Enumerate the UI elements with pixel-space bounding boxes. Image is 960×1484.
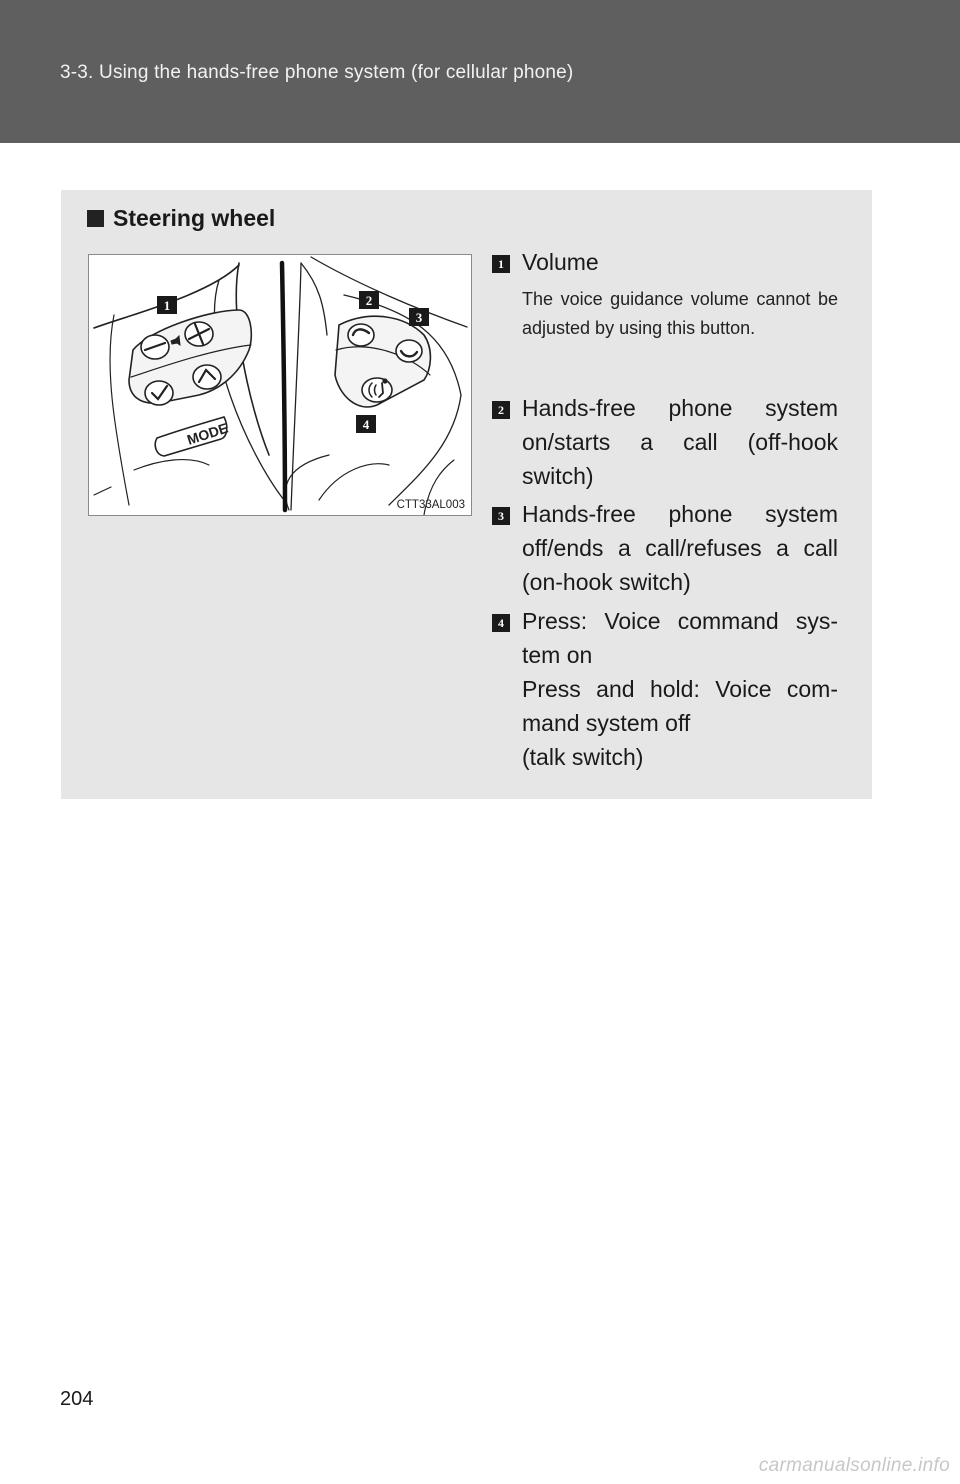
section-title: 3-3. Using the hands-free phone system (for cellular phone) [60, 62, 574, 83]
item-title: Volume [522, 249, 599, 275]
callout-3 [409, 308, 429, 326]
header-band [0, 0, 960, 143]
steering-switch-illustration [89, 255, 471, 515]
item-line: (talk switch) [522, 744, 644, 770]
page-number: 204 [60, 1388, 94, 1410]
number-badge-icon [492, 401, 510, 419]
watermark: carmanualsonline.info [758, 1455, 950, 1476]
item-off-hook-switch [492, 391, 838, 493]
steering-wheel-figure [88, 254, 472, 516]
svg-text:1: 1 [163, 298, 171, 313]
callout-2 [359, 291, 379, 309]
item-volume [492, 245, 838, 343]
item-talk-switch [492, 604, 838, 774]
callout-1 [157, 296, 177, 314]
callout-4 [356, 415, 376, 433]
number-badge-icon [492, 614, 510, 632]
mode-button-label: MODE [184, 419, 230, 448]
item-title: Hands-free phone system off/ends a call/refuses a call (on-hook switch) [522, 501, 838, 595]
number-badge-icon [492, 507, 510, 525]
section-heading-text: Steering wheel [113, 205, 276, 231]
figure-code: CTT33AL003 [396, 499, 465, 511]
svg-text:3: 3 [415, 310, 423, 325]
item-title: Hands-free phone system on/starts a call (off-hook switch) [522, 395, 838, 489]
number-badge-icon [492, 255, 510, 273]
svg-text:2: 2 [365, 293, 373, 308]
item-on-hook-switch [492, 497, 838, 599]
item-line: Press and hold: Voice com-mand system off [522, 676, 838, 736]
item-line: Press: Voice command sys-tem on [522, 608, 838, 668]
svg-text:4: 4 [362, 417, 370, 432]
section-heading [87, 205, 275, 232]
square-bullet-icon [87, 210, 104, 227]
item-note: The voice guidance volume cannot be adjusted by using this button. [522, 289, 838, 338]
